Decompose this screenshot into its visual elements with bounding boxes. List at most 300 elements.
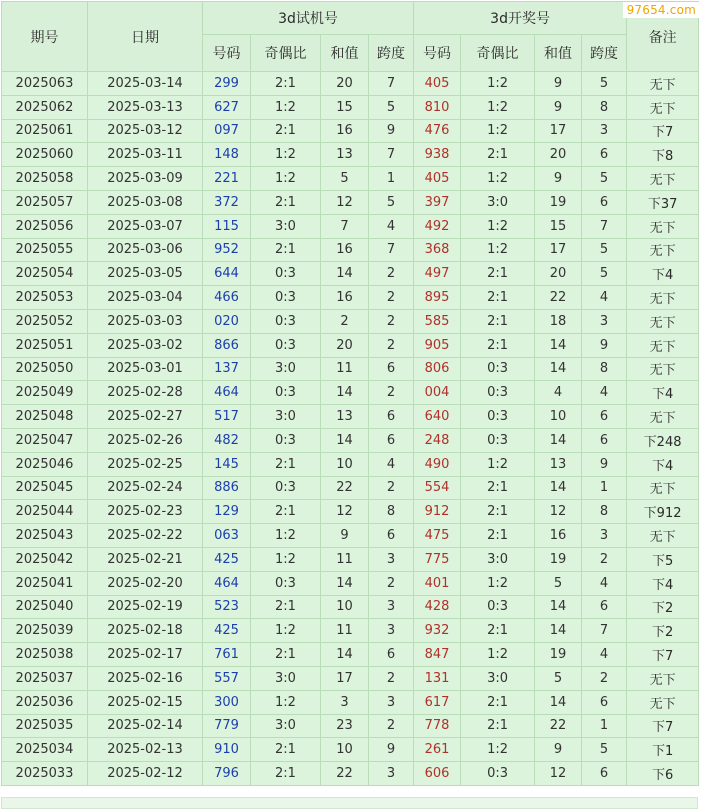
issue-cell: 2025043 xyxy=(2,524,88,548)
test-parity-cell: 0:3 xyxy=(251,262,321,286)
table-row xyxy=(2,524,699,548)
draw-span-cell: 8 xyxy=(582,500,627,524)
test-span-cell: 2 xyxy=(369,309,414,333)
test-parity-cell: 1:2 xyxy=(251,524,321,548)
test-number-cell: 886 xyxy=(203,476,251,500)
test-number-cell: 020 xyxy=(203,309,251,333)
note-cell: 下4 xyxy=(627,452,699,476)
draw-span-cell: 6 xyxy=(582,190,627,214)
draw-sum-cell: 15 xyxy=(535,214,582,238)
draw-span-cell: 3 xyxy=(582,524,627,548)
draw-parity-cell: 1:2 xyxy=(461,738,535,762)
date-cell: 2025-03-04 xyxy=(88,286,203,310)
draw-parity-cell: 0:3 xyxy=(461,357,535,381)
draw-span-cell: 3 xyxy=(582,119,627,143)
issue-cell: 2025051 xyxy=(2,333,88,357)
draw-number-cell: 248 xyxy=(414,428,461,452)
draw-sum-cell: 9 xyxy=(535,72,582,96)
test-parity-cell: 0:3 xyxy=(251,428,321,452)
test-number-cell: 372 xyxy=(203,190,251,214)
test-parity-cell: 0:3 xyxy=(251,476,321,500)
draw-parity-cell: 0:3 xyxy=(461,405,535,429)
test-span-cell: 8 xyxy=(369,500,414,524)
table-row xyxy=(2,547,699,571)
draw-sum-cell: 13 xyxy=(535,452,582,476)
test-span-cell: 6 xyxy=(369,405,414,429)
issue-cell: 2025057 xyxy=(2,190,88,214)
draw-span-cell: 1 xyxy=(582,714,627,738)
draw-number-cell: 775 xyxy=(414,547,461,571)
draw-span-cell: 4 xyxy=(582,381,627,405)
test-number-cell: 779 xyxy=(203,714,251,738)
test-sum-cell: 14 xyxy=(321,262,369,286)
table-row xyxy=(2,72,699,96)
table-row xyxy=(2,190,699,214)
test-number-cell: 425 xyxy=(203,619,251,643)
draw-span-cell: 5 xyxy=(582,238,627,262)
test-number-cell: 097 xyxy=(203,119,251,143)
draw-parity-cell: 0:3 xyxy=(461,381,535,405)
table-row xyxy=(2,381,699,405)
test-number-cell: 425 xyxy=(203,547,251,571)
test-sum-cell: 12 xyxy=(321,190,369,214)
issue-cell: 2025037 xyxy=(2,666,88,690)
date-cell: 2025-02-28 xyxy=(88,381,203,405)
draw-span-cell: 5 xyxy=(582,167,627,191)
draw-number-cell: 938 xyxy=(414,143,461,167)
draw-span-cell: 6 xyxy=(582,405,627,429)
table-row xyxy=(2,143,699,167)
note-cell: 下4 xyxy=(627,262,699,286)
test-parity-cell: 2:1 xyxy=(251,643,321,667)
draw-sum-cell: 9 xyxy=(535,738,582,762)
test-parity-cell: 0:3 xyxy=(251,381,321,405)
issue-cell: 2025038 xyxy=(2,643,88,667)
issue-cell: 2025035 xyxy=(2,714,88,738)
issue-cell: 2025033 xyxy=(2,762,88,786)
draw-sum-cell: 22 xyxy=(535,286,582,310)
draw-parity-cell: 2:1 xyxy=(461,333,535,357)
test-span-cell: 7 xyxy=(369,143,414,167)
test-parity-cell: 0:3 xyxy=(251,571,321,595)
note-cell: 下37 xyxy=(627,190,699,214)
test-number-cell: 482 xyxy=(203,428,251,452)
header-test-sum: 和值 xyxy=(321,35,369,72)
table-row xyxy=(2,167,699,191)
draw-sum-cell: 16 xyxy=(535,524,582,548)
draw-sum-cell: 10 xyxy=(535,405,582,429)
test-parity-cell: 2:1 xyxy=(251,190,321,214)
note-cell: 无下 xyxy=(627,214,699,238)
test-span-cell: 7 xyxy=(369,238,414,262)
issue-cell: 2025050 xyxy=(2,357,88,381)
draw-span-cell: 6 xyxy=(582,143,627,167)
draw-number-cell: 806 xyxy=(414,357,461,381)
test-span-cell: 5 xyxy=(369,95,414,119)
test-span-cell: 3 xyxy=(369,690,414,714)
draw-number-cell: 912 xyxy=(414,500,461,524)
test-number-cell: 299 xyxy=(203,72,251,96)
draw-number-cell: 405 xyxy=(414,72,461,96)
date-cell: 2025-02-14 xyxy=(88,714,203,738)
draw-parity-cell: 2:1 xyxy=(461,500,535,524)
test-number-cell: 910 xyxy=(203,738,251,762)
draw-span-cell: 1 xyxy=(582,476,627,500)
draw-span-cell: 8 xyxy=(582,357,627,381)
note-cell: 无下 xyxy=(627,666,699,690)
test-span-cell: 5 xyxy=(369,190,414,214)
draw-sum-cell: 22 xyxy=(535,714,582,738)
draw-parity-cell: 1:2 xyxy=(461,167,535,191)
draw-span-cell: 7 xyxy=(582,619,627,643)
test-span-cell: 9 xyxy=(369,119,414,143)
issue-cell: 2025049 xyxy=(2,381,88,405)
date-cell: 2025-03-08 xyxy=(88,190,203,214)
issue-cell: 2025058 xyxy=(2,167,88,191)
header-draw-sum: 和值 xyxy=(535,35,582,72)
header-date: 日期 xyxy=(88,2,203,72)
draw-number-cell: 905 xyxy=(414,333,461,357)
draw-parity-cell: 1:2 xyxy=(461,452,535,476)
draw-parity-cell: 2:1 xyxy=(461,524,535,548)
test-span-cell: 2 xyxy=(369,333,414,357)
date-cell: 2025-03-13 xyxy=(88,95,203,119)
issue-cell: 2025040 xyxy=(2,595,88,619)
draw-number-cell: 497 xyxy=(414,262,461,286)
draw-span-cell: 3 xyxy=(582,309,627,333)
draw-number-cell: 397 xyxy=(414,190,461,214)
table-row xyxy=(2,476,699,500)
draw-parity-cell: 1:2 xyxy=(461,571,535,595)
draw-parity-cell: 2:1 xyxy=(461,476,535,500)
issue-cell: 2025039 xyxy=(2,619,88,643)
header-test-number: 号码 xyxy=(203,35,251,72)
draw-number-cell: 476 xyxy=(414,119,461,143)
draw-parity-cell: 2:1 xyxy=(461,619,535,643)
draw-number-cell: 554 xyxy=(414,476,461,500)
test-sum-cell: 14 xyxy=(321,428,369,452)
issue-cell: 2025034 xyxy=(2,738,88,762)
date-cell: 2025-02-21 xyxy=(88,547,203,571)
note-cell: 下2 xyxy=(627,595,699,619)
draw-number-cell: 368 xyxy=(414,238,461,262)
draw-sum-cell: 14 xyxy=(535,476,582,500)
draw-span-cell: 5 xyxy=(582,738,627,762)
note-cell: 下1 xyxy=(627,738,699,762)
test-sum-cell: 5 xyxy=(321,167,369,191)
test-sum-cell: 9 xyxy=(321,524,369,548)
draw-sum-cell: 5 xyxy=(535,571,582,595)
test-parity-cell: 3:0 xyxy=(251,714,321,738)
draw-number-cell: 475 xyxy=(414,524,461,548)
test-parity-cell: 1:2 xyxy=(251,690,321,714)
test-span-cell: 2 xyxy=(369,286,414,310)
draw-number-cell: 585 xyxy=(414,309,461,333)
test-span-cell: 2 xyxy=(369,571,414,595)
test-sum-cell: 22 xyxy=(321,762,369,786)
header-row-top xyxy=(2,2,699,35)
note-cell: 无下 xyxy=(627,72,699,96)
table-row xyxy=(2,571,699,595)
draw-sum-cell: 17 xyxy=(535,119,582,143)
note-cell: 无下 xyxy=(627,357,699,381)
draw-parity-cell: 0:3 xyxy=(461,595,535,619)
draw-span-cell: 8 xyxy=(582,95,627,119)
table-row xyxy=(2,666,699,690)
draw-parity-cell: 2:1 xyxy=(461,309,535,333)
test-sum-cell: 11 xyxy=(321,547,369,571)
test-span-cell: 2 xyxy=(369,381,414,405)
table-row xyxy=(2,452,699,476)
date-cell: 2025-02-27 xyxy=(88,405,203,429)
draw-number-cell: 401 xyxy=(414,571,461,595)
issue-cell: 2025056 xyxy=(2,214,88,238)
draw-parity-cell: 1:2 xyxy=(461,119,535,143)
issue-cell: 2025060 xyxy=(2,143,88,167)
draw-span-cell: 7 xyxy=(582,214,627,238)
table-row xyxy=(2,238,699,262)
date-cell: 2025-03-05 xyxy=(88,262,203,286)
header-test-parity: 奇偶比 xyxy=(251,35,321,72)
lottery-results-table xyxy=(1,1,699,786)
draw-parity-cell: 2:1 xyxy=(461,286,535,310)
test-number-cell: 627 xyxy=(203,95,251,119)
test-span-cell: 7 xyxy=(369,72,414,96)
test-number-cell: 952 xyxy=(203,238,251,262)
draw-span-cell: 5 xyxy=(582,262,627,286)
draw-sum-cell: 9 xyxy=(535,95,582,119)
draw-span-cell: 9 xyxy=(582,452,627,476)
test-parity-cell: 0:3 xyxy=(251,286,321,310)
draw-number-cell: 606 xyxy=(414,762,461,786)
date-cell: 2025-03-09 xyxy=(88,167,203,191)
date-cell: 2025-02-18 xyxy=(88,619,203,643)
test-number-cell: 221 xyxy=(203,167,251,191)
draw-number-cell: 932 xyxy=(414,619,461,643)
issue-cell: 2025061 xyxy=(2,119,88,143)
test-parity-cell: 2:1 xyxy=(251,119,321,143)
table-row xyxy=(2,405,699,429)
draw-span-cell: 6 xyxy=(582,428,627,452)
test-sum-cell: 20 xyxy=(321,72,369,96)
draw-number-cell: 490 xyxy=(414,452,461,476)
note-cell: 下248 xyxy=(627,428,699,452)
header-draw-span: 跨度 xyxy=(582,35,627,72)
table-row xyxy=(2,333,699,357)
date-cell: 2025-03-11 xyxy=(88,143,203,167)
test-sum-cell: 17 xyxy=(321,666,369,690)
table-row xyxy=(2,762,699,786)
test-span-cell: 6 xyxy=(369,524,414,548)
table-row xyxy=(2,286,699,310)
note-cell: 无下 xyxy=(627,309,699,333)
test-sum-cell: 10 xyxy=(321,738,369,762)
issue-cell: 2025055 xyxy=(2,238,88,262)
draw-parity-cell: 1:2 xyxy=(461,238,535,262)
draw-sum-cell: 14 xyxy=(535,619,582,643)
test-parity-cell: 3:0 xyxy=(251,357,321,381)
date-cell: 2025-03-01 xyxy=(88,357,203,381)
test-sum-cell: 13 xyxy=(321,405,369,429)
test-number-cell: 557 xyxy=(203,666,251,690)
issue-cell: 2025063 xyxy=(2,72,88,96)
table-row xyxy=(2,95,699,119)
test-span-cell: 2 xyxy=(369,666,414,690)
issue-cell: 2025044 xyxy=(2,500,88,524)
header-note: 备注 xyxy=(627,2,699,72)
date-cell: 2025-02-20 xyxy=(88,571,203,595)
draw-parity-cell: 2:1 xyxy=(461,714,535,738)
test-parity-cell: 1:2 xyxy=(251,619,321,643)
draw-span-cell: 2 xyxy=(582,666,627,690)
test-sum-cell: 16 xyxy=(321,286,369,310)
test-sum-cell: 14 xyxy=(321,571,369,595)
draw-parity-cell: 3:0 xyxy=(461,547,535,571)
draw-parity-cell: 2:1 xyxy=(461,690,535,714)
test-parity-cell: 1:2 xyxy=(251,143,321,167)
issue-cell: 2025054 xyxy=(2,262,88,286)
test-parity-cell: 3:0 xyxy=(251,214,321,238)
note-cell: 无下 xyxy=(627,405,699,429)
note-cell: 无下 xyxy=(627,524,699,548)
note-cell: 下7 xyxy=(627,643,699,667)
test-parity-cell: 2:1 xyxy=(251,72,321,96)
draw-sum-cell: 14 xyxy=(535,690,582,714)
date-cell: 2025-02-26 xyxy=(88,428,203,452)
test-sum-cell: 14 xyxy=(321,643,369,667)
test-number-cell: 796 xyxy=(203,762,251,786)
draw-number-cell: 492 xyxy=(414,214,461,238)
test-sum-cell: 2 xyxy=(321,309,369,333)
draw-sum-cell: 14 xyxy=(535,357,582,381)
draw-sum-cell: 9 xyxy=(535,167,582,191)
test-parity-cell: 1:2 xyxy=(251,167,321,191)
draw-span-cell: 5 xyxy=(582,72,627,96)
test-span-cell: 3 xyxy=(369,547,414,571)
header-draw-group: 3d开奖号 xyxy=(414,2,627,35)
test-parity-cell: 1:2 xyxy=(251,547,321,571)
site-watermark: 97654.com xyxy=(623,2,700,18)
test-parity-cell: 3:0 xyxy=(251,405,321,429)
test-number-cell: 466 xyxy=(203,286,251,310)
draw-sum-cell: 14 xyxy=(535,333,582,357)
draw-number-cell: 428 xyxy=(414,595,461,619)
test-number-cell: 644 xyxy=(203,262,251,286)
date-cell: 2025-02-25 xyxy=(88,452,203,476)
note-cell: 无下 xyxy=(627,238,699,262)
test-number-cell: 517 xyxy=(203,405,251,429)
test-number-cell: 129 xyxy=(203,500,251,524)
test-number-cell: 464 xyxy=(203,571,251,595)
date-cell: 2025-03-14 xyxy=(88,72,203,96)
note-cell: 下8 xyxy=(627,143,699,167)
test-span-cell: 1 xyxy=(369,167,414,191)
issue-cell: 2025045 xyxy=(2,476,88,500)
issue-cell: 2025041 xyxy=(2,571,88,595)
draw-parity-cell: 1:2 xyxy=(461,95,535,119)
test-sum-cell: 23 xyxy=(321,714,369,738)
draw-sum-cell: 20 xyxy=(535,262,582,286)
draw-span-cell: 6 xyxy=(582,762,627,786)
test-parity-cell: 1:2 xyxy=(251,95,321,119)
table-row xyxy=(2,309,699,333)
draw-span-cell: 4 xyxy=(582,286,627,310)
table-row xyxy=(2,119,699,143)
note-cell: 无下 xyxy=(627,286,699,310)
table-row xyxy=(2,643,699,667)
test-sum-cell: 10 xyxy=(321,452,369,476)
date-cell: 2025-02-17 xyxy=(88,643,203,667)
test-span-cell: 6 xyxy=(369,357,414,381)
test-parity-cell: 2:1 xyxy=(251,500,321,524)
note-cell: 无下 xyxy=(627,690,699,714)
date-cell: 2025-03-07 xyxy=(88,214,203,238)
test-parity-cell: 0:3 xyxy=(251,309,321,333)
test-span-cell: 3 xyxy=(369,762,414,786)
draw-sum-cell: 19 xyxy=(535,643,582,667)
draw-sum-cell: 5 xyxy=(535,666,582,690)
test-sum-cell: 3 xyxy=(321,690,369,714)
header-draw-number: 号码 xyxy=(414,35,461,72)
issue-cell: 2025052 xyxy=(2,309,88,333)
draw-number-cell: 617 xyxy=(414,690,461,714)
draw-number-cell: 405 xyxy=(414,167,461,191)
draw-sum-cell: 20 xyxy=(535,143,582,167)
note-cell: 无下 xyxy=(627,476,699,500)
issue-cell: 2025046 xyxy=(2,452,88,476)
test-span-cell: 2 xyxy=(369,262,414,286)
test-sum-cell: 11 xyxy=(321,357,369,381)
note-cell: 下4 xyxy=(627,571,699,595)
draw-parity-cell: 1:2 xyxy=(461,214,535,238)
draw-sum-cell: 12 xyxy=(535,762,582,786)
draw-sum-cell: 19 xyxy=(535,190,582,214)
note-cell: 下912 xyxy=(627,500,699,524)
date-cell: 2025-03-12 xyxy=(88,119,203,143)
issue-cell: 2025062 xyxy=(2,95,88,119)
note-cell: 下6 xyxy=(627,762,699,786)
draw-number-cell: 847 xyxy=(414,643,461,667)
draw-span-cell: 4 xyxy=(582,571,627,595)
test-parity-cell: 0:3 xyxy=(251,333,321,357)
date-cell: 2025-02-19 xyxy=(88,595,203,619)
header-issue: 期号 xyxy=(2,2,88,72)
test-sum-cell: 14 xyxy=(321,381,369,405)
draw-sum-cell: 4 xyxy=(535,381,582,405)
test-span-cell: 4 xyxy=(369,214,414,238)
header-test-span: 跨度 xyxy=(369,35,414,72)
test-span-cell: 9 xyxy=(369,738,414,762)
test-sum-cell: 16 xyxy=(321,119,369,143)
test-number-cell: 063 xyxy=(203,524,251,548)
test-number-cell: 300 xyxy=(203,690,251,714)
draw-sum-cell: 12 xyxy=(535,500,582,524)
test-sum-cell: 20 xyxy=(321,333,369,357)
date-cell: 2025-02-13 xyxy=(88,738,203,762)
note-cell: 下4 xyxy=(627,381,699,405)
date-cell: 2025-02-23 xyxy=(88,500,203,524)
table-row xyxy=(2,595,699,619)
draw-number-cell: 640 xyxy=(414,405,461,429)
test-number-cell: 148 xyxy=(203,143,251,167)
draw-number-cell: 810 xyxy=(414,95,461,119)
draw-span-cell: 4 xyxy=(582,643,627,667)
test-sum-cell: 16 xyxy=(321,238,369,262)
draw-sum-cell: 17 xyxy=(535,238,582,262)
note-cell: 无下 xyxy=(627,95,699,119)
test-sum-cell: 11 xyxy=(321,619,369,643)
note-cell: 下5 xyxy=(627,547,699,571)
